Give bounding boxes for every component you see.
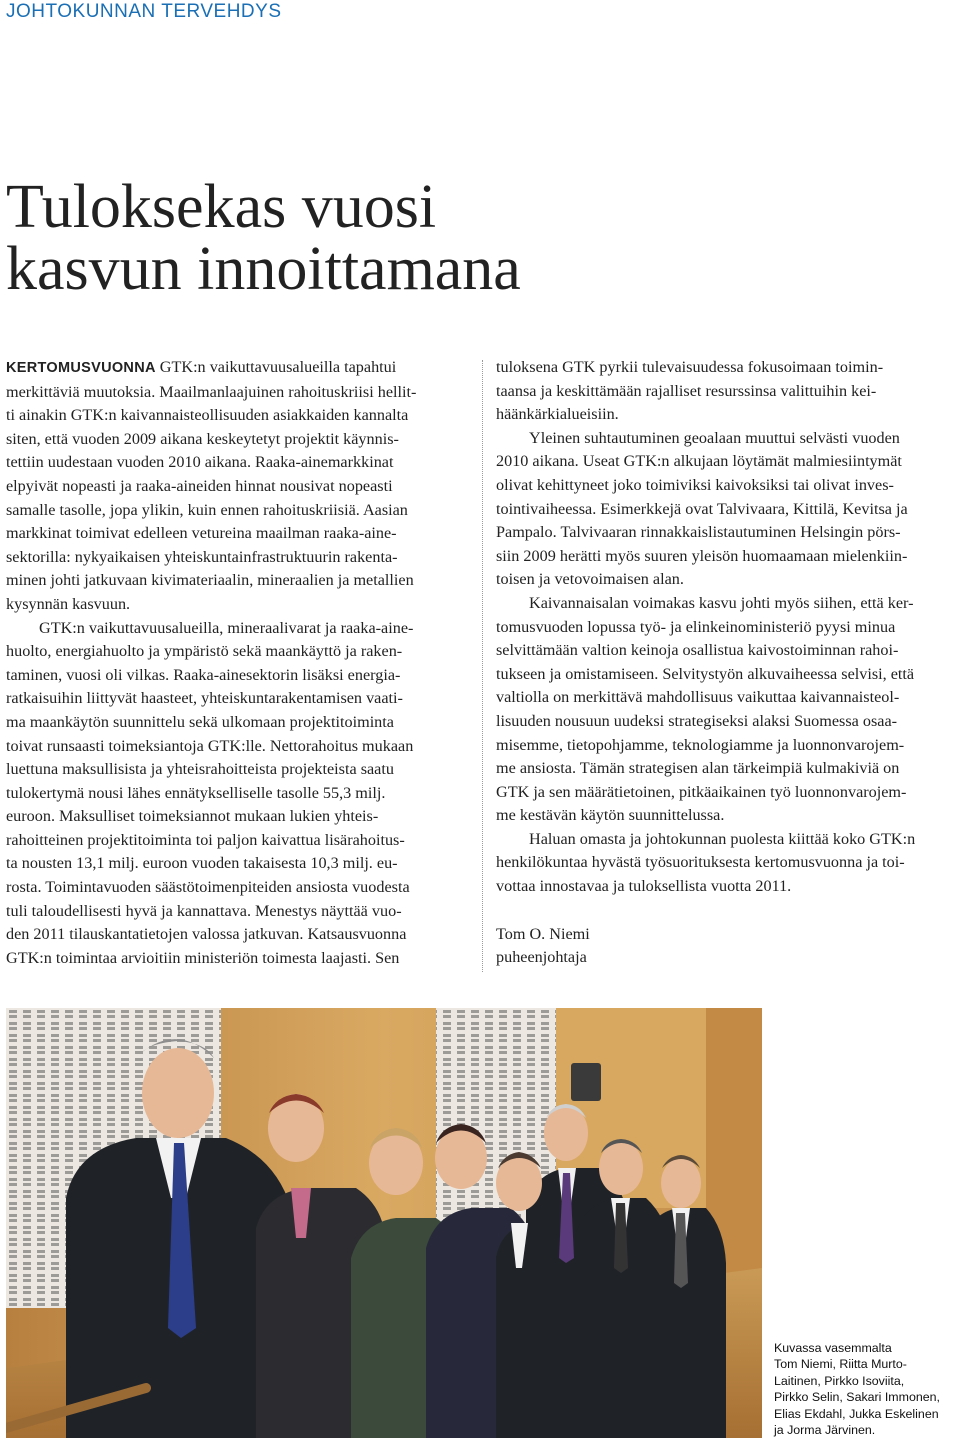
text-line: huolto, energiahuolto ja ympäristö sekä maankäyttö ja raken- — [6, 642, 403, 661]
text-line: selvittämään valtion keinoja osallistua kaivostoiminnan rahoi- — [496, 641, 899, 660]
text-line: taminen, vuosi oli vilkas. Raaka-ainesektorin lisäksi energia- — [6, 665, 401, 684]
text-line: GTK:n vaikuttavuusalueilla, mineraalivarat ja raaka-aine- — [39, 618, 414, 637]
article-title — [6, 173, 906, 303]
text-line: luettuna maksullisista ja yhteisrahoitteista projekteista saatu — [6, 760, 394, 779]
title-line-1: Tuloksekas vuosi — [6, 173, 437, 241]
text-line: tointivaiheessa. Esimerkkejä ovat Talvivaara, Kittilä, Kevitsa ja — [496, 499, 908, 518]
text-line: euroon. Maksulliset toimeksiannot mukaan lukien yhteis- — [6, 807, 379, 826]
caption-line: Tom Niemi, Riitta Murto- — [774, 1357, 907, 1372]
text-line: Yleinen suhtautuminen geoalaan muuttui selvästi vuoden — [529, 428, 900, 447]
paragraph — [496, 592, 958, 828]
text-line: sektorilla: nykyaikaisen yhteiskuntainfrastruktuurin rakenta- — [6, 547, 398, 566]
text-line: tomusvuoden lopussa työ- ja elinkeinoministeriö pyysi minua — [496, 617, 896, 636]
text-line: GTK ja sen määrätietoinen, pitkäaikainen työ luonnonvarojem- — [496, 782, 907, 801]
lead-label: KERTOMUSVUONNA — [6, 360, 156, 376]
text-line: taansa ja keskittämään rajalliset resurssinsa valittuihin kei- — [496, 381, 877, 400]
text-line: henkilökuntaa hyvästä työsuorituksesta kertomusvuonna ja toi- — [496, 853, 905, 872]
caption-line: Kuvassa vasemmalta — [774, 1341, 892, 1355]
text-line: elpyivät nopeasti ja raaka-aineiden hinnat nousivat nopeasti — [6, 476, 393, 495]
text-line: GTK:n vaikuttavuusalueilla tapahtui — [159, 358, 397, 376]
text-line: ratkaisuihin liittyvät haasteet, yhteiskuntarakentamisen vaati- — [6, 689, 403, 708]
paragraph — [6, 617, 468, 971]
article-column-left — [6, 356, 468, 970]
signature-title: puheenjohtaja — [496, 948, 587, 967]
caption-line: Laitinen, Pirkko Isoviita, — [774, 1373, 905, 1388]
text-line: tulokertymä nousi lähes ennätykselliselle tasolle 55,3 milj. — [6, 783, 386, 802]
text-line: ta nousten 13,1 milj. euroon vuoden takaisesta 10,3 milj. eu- — [6, 854, 398, 873]
text-line: markkinat toimivat edelleen vetureina maailman raaka-aine- — [6, 524, 397, 543]
section-label: JOHTOKUNNAN TERVEHDYS — [6, 1, 282, 22]
text-line: Kaivannaisalan voimakas kasvu johti myös siihen, että ker- — [529, 593, 914, 612]
text-line: olivat kehittyneet joko toimiviksi kaivoksiksi tai olivat inves- — [496, 475, 894, 494]
photo-caption — [774, 1340, 960, 1438]
text-line: 2010 aikana. Useat GTK:n alkujaan löytämät malmiesiintymät — [496, 452, 902, 471]
text-line: toivat runsaasti toimeksiantoja GTK:lle. Nettorahoitus mukaan — [6, 736, 414, 755]
text-line: siin 2009 herätti myös suuren yleisön huomaamaan mielenkiin- — [496, 546, 908, 565]
text-line: kysynnän kasvuun. — [6, 594, 131, 613]
text-line: tettiin uudestaan vuoden 2010 aikana. Raaka-ainemarkkinat — [6, 453, 394, 472]
paragraph — [496, 427, 958, 592]
text-line: Pampalo. Talvivaaran rinnakkaislistautuminen Helsingin pörs- — [496, 523, 901, 542]
text-line: tuloksena GTK pyrkii tulevaisuudessa fokusoimaan toimin- — [496, 358, 884, 376]
text-line: valtiolla on merkittävä mahdollisuus vaikuttaa kaivannaisteol- — [496, 688, 900, 707]
caption-line: Pirkko Selin, Sakari Immonen, — [774, 1390, 940, 1405]
text-line: siten, että vuoden 2009 aikana keskeytetyt projektit käynnis- — [6, 429, 399, 448]
paragraph — [496, 356, 958, 427]
text-line: minen johti jatkuvaan kivimateriaalin, mineraalien ja metallien — [6, 571, 414, 590]
text-line: me kestävän käytön suunnittelussa. — [496, 806, 725, 825]
text-line: tukseen ja omistamiseen. Selvitystyön alkuvaiheessa selvisi, että — [496, 664, 915, 683]
text-line: misemme, tietopohjamme, teknologiamme ja luonnonvarojem- — [496, 735, 905, 754]
text-line: ti ainakin GTK:n kaivannaisteollisuuden asiakkaiden kannalta — [6, 406, 409, 425]
text-line: toisen ja vetovoimaisen alan. — [496, 570, 684, 589]
signature-name: Tom O. Niemi — [496, 924, 590, 943]
article-column-right — [496, 356, 958, 970]
text-line: rahoitteinen projektitoiminta toi paljon kaivattua lisärahoitus- — [6, 830, 405, 849]
caption-line: ja Jorma Järvinen. — [774, 1423, 876, 1438]
text-line: tuli taloudellisesti hyvä ja kannattava. Menestys näyttää vuo- — [6, 901, 402, 920]
paragraph — [496, 828, 958, 899]
text-line: samalle tasolle, jopa ylikin, kuin ennen rahoituskriisiä. Aasian — [6, 500, 408, 519]
text-line: merkittäviä muutoksia. Maailmanlaajuinen rahoituskriisi hellit- — [6, 382, 417, 401]
text-line: häänkärkialueisiin. — [496, 405, 619, 424]
column-divider — [482, 360, 483, 972]
text-line: me ansiosta. Tämän strategisen alan tärkeimpiä kulmakiviä on — [496, 759, 900, 778]
group-photo — [6, 1008, 762, 1438]
text-line: den 2011 tilauskantatietojen valossa jatkuvan. Katsausvuonna — [6, 925, 407, 944]
text-line: lisuuden nousuun uudeksi strategiseksi alaksi Suomessa osaa- — [496, 711, 898, 730]
text-line: rosta. Toimintavuoden säästötoimenpiteiden ansiosta vuodesta — [6, 878, 410, 897]
signature — [496, 923, 958, 970]
caption-line: Elias Ekdahl, Jukka Eskelinen — [774, 1406, 939, 1421]
paragraph — [6, 356, 468, 617]
text-line: ma maankäytön suunnittelu sekä ulkomaan projektitoiminta — [6, 712, 394, 731]
text-line: vottaa innostavaa ja tuloksellista vuotta 2011. — [496, 877, 792, 896]
text-line: Haluan omasta ja johtokunnan puolesta kiittää koko GTK:n — [529, 829, 916, 848]
title-line-2: kasvun innoittamana — [6, 235, 521, 303]
text-line: GTK:n toimintaa arvioitiin ministeriön toimesta laajasti. Sen — [6, 948, 400, 967]
